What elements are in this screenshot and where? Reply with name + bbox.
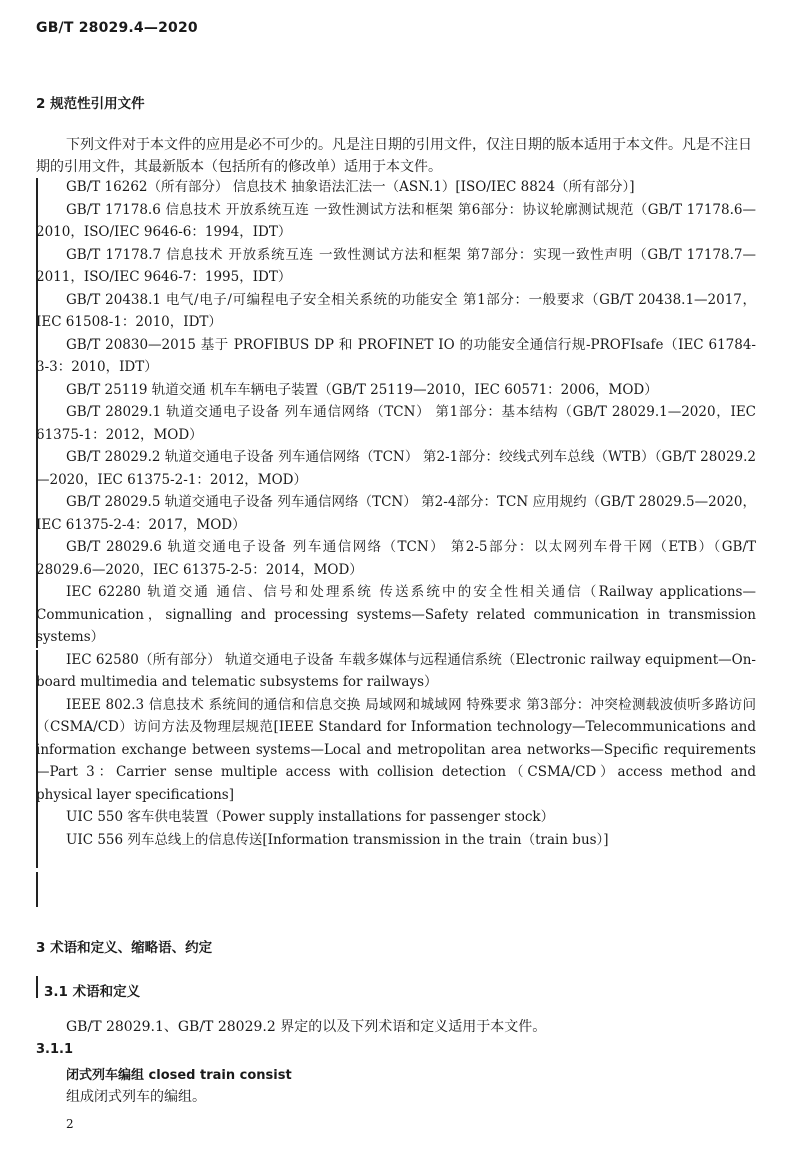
reference-item: GB/T 25119 轨道交通 机车车辆电子装置（GB/T 25119—2010，IEC 60571：2006，MOD） [66,381,658,398]
reference-item: GB/T 28029.1 轨道交通电子设备 列车通信网络（TCN） 第1部分：基本结构（GB/T 28029.1—2020，IEC 61375-1：2012，MOD） [36,404,756,443]
change-bar [36,872,38,907]
reference-item: IEC 62280 轨道交通 通信、信号和处理系统 传送系统中的安全性相关通信（Railway applications—Communication，signalling and processing systems—Safety related communication in transmission systems） [36,584,756,645]
term-definition: 组成闭式列车的编组。 [66,1089,206,1105]
reference-item: GB/T 28029.2 轨道交通电子设备 列车通信网络（TCN） 第2-1部分：绞线式列车总线（WTB）（GB/T 28029.2—2020，IEC 61375-2-1：2012，MOD） [36,449,756,488]
reference-item: IEEE 802.3 信息技术 系统间的通信和信息交换 局域网和城域网 特殊要求 第3部分：冲突检测载波侦听多路访问（CSMA/CD）访问方法及物理层规范[IEEE Standard for Information technology—Telecommunications and information exchange between systems—Local and metropolitan area networks—Specific requirements—Part 3：Carrier sense multiple access with collision detection（CSMA/CD）access method and physical layer specifications] [36,696,756,803]
reference-item: GB/T 28029.5 轨道交通电子设备 列车通信网络（TCN） 第2-4部分：TCN 应用规约（GB/T 28029.5—2020，IEC 61375-2-4：2017，MOD） [36,494,756,533]
reference-item: GB/T 17178.6 信息技术 开放系统互连 一致性测试方法和框架 第6部分：协议轮廓测试规范（GB/T 17178.6—2010，ISO/IEC 9646-6：1994，IDT） [36,201,756,240]
reference-item: GB/T 16262（所有部分） 信息技术 抽象语法汇法一（ASN.1）[ISO/IEC 8824（所有部分）] [66,179,635,195]
section-3-heading: 3 术语和定义、缩略语、约定 [36,940,213,956]
section-3-1-intro: GB/T 28029.1、GB/T 28029.2 界定的以及下列术语和定义适用于本文件。 [66,1019,547,1035]
section-2-heading: 2 规范性引用文件 [36,96,145,112]
term-number: 3.1.1 [36,1042,74,1057]
change-bar [36,976,38,998]
reference-item: IEC 62580（所有部分） 轨道交通电子设备 车载多媒体与远程通信系统（Electronic railway equipment—On-board multimedia and telematic subsystems for railways） [36,651,756,690]
standard-number-header: GB/T 28029.4—2020 [36,20,198,36]
term-title: 闭式列车编组 closed train consist [66,1068,292,1083]
reference-item: UIC 550 客车供电装置（Power supply installations for passenger stock） [66,809,555,825]
section-3-1-heading: 3.1 术语和定义 [44,984,141,1000]
normative-references-list [36,176,756,851]
reference-item: UIC 556 列车总线上的信息传送[Information transmission in the train（train bus）] [66,831,609,848]
reference-item: GB/T 28029.6 轨道交通电子设备 列车通信网络（TCN） 第2-5部分：以太网列车骨干网（ETB）（GB/T 28029.6—2020，IEC 61375-2-5：2014，MOD） [36,539,756,578]
reference-item: GB/T 20438.1 电气/电子/可编程电子安全相关系统的功能安全 第1部分：一般要求（GB/T 20438.1—2017，IEC 61508-1：2010，IDT） [36,291,756,330]
section-2-intro: 下列文件对于本文件的应用是必不可少的。凡是注日期的引用文件，仅注日期的版本适用于本文件。凡是不注日期的引用文件，其最新版本（包括所有的修改单）适用于本文件。 [36,137,752,175]
reference-item: GB/T 20830—2015 基于 PROFIBUS DP 和 PROFINET IO 的功能安全通信行规-PROFIsafe（IEC 61784-3-3：2010，IDT） [36,336,756,375]
reference-item: GB/T 17178.7 信息技术 开放系统互连 一致性测试方法和框架 第7部分：实现一致性声明（GB/T 17178.7—2011，ISO/IEC 9646-7：1995，IDT） [36,246,756,285]
page-number: 2 [66,1117,74,1131]
